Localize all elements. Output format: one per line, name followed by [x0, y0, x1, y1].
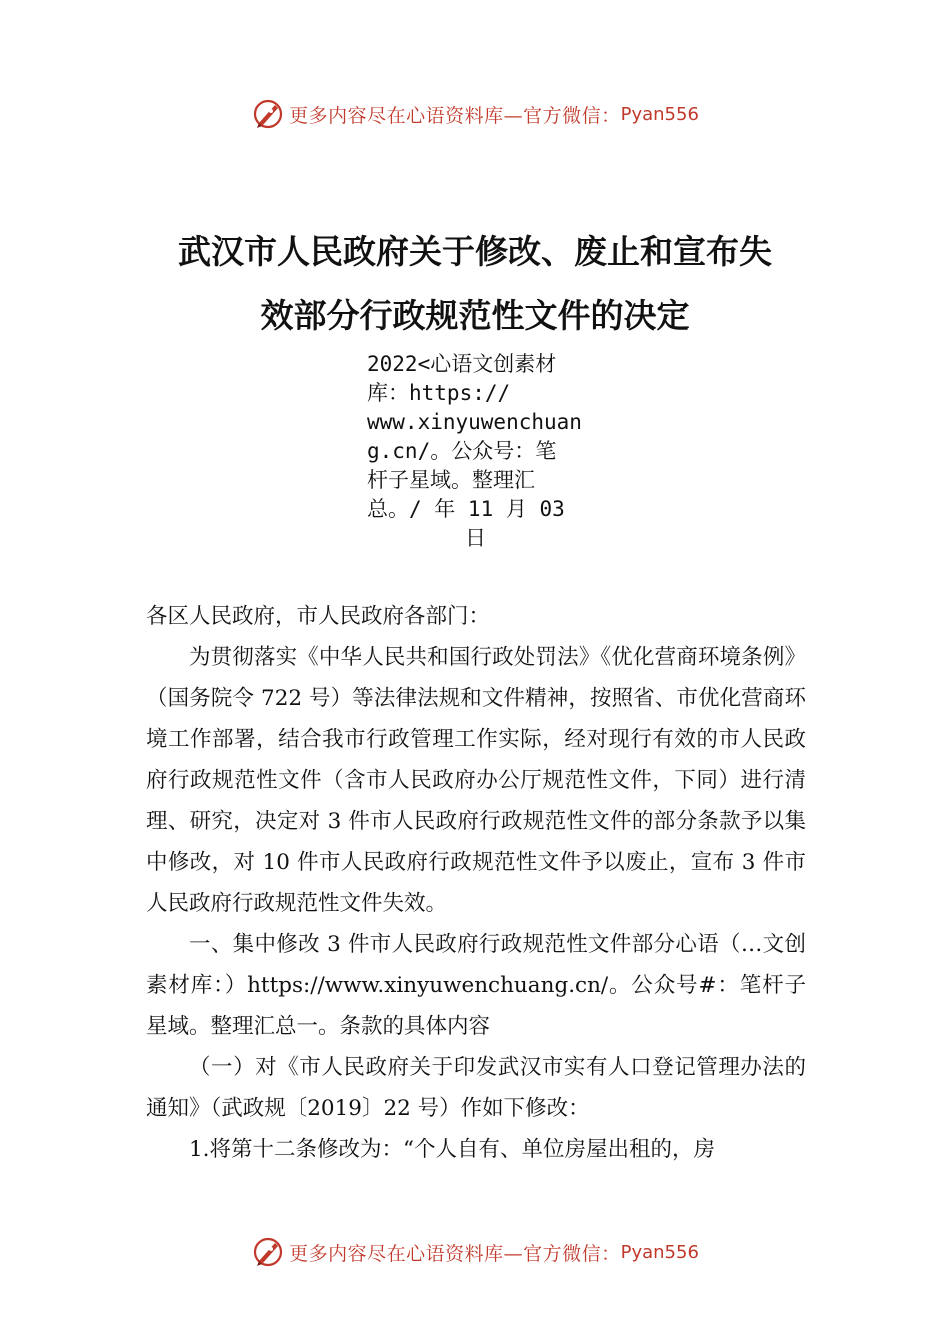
document-body [146, 596, 806, 1170]
body-paragraph: 1.将第十二条修改为：“个人自有、单位房屋出租的，房 [189, 1137, 716, 1162]
footer-watermark-banner [0, 1232, 950, 1272]
banner-contact: Pyan556 [620, 103, 699, 125]
meta-line: 总。/ 年 11 月 03 [367, 497, 565, 521]
salutation: 各区人民政府，市人民政府各部门： [146, 604, 491, 629]
document-meta-block [367, 350, 585, 553]
meta-line: 日 [465, 526, 486, 550]
pen-logo-icon [251, 1235, 285, 1269]
body-paragraph: 一、集中修改 3 件市人民政府行政规范性文件部分心语（…文创素材库：）https://www.xinyuwenchuang.cn/。公众号#：笔杆子星域。整理汇总一。条款的具体内容 [146, 932, 806, 1039]
pen-logo-icon [251, 97, 285, 131]
banner-contact: Pyan556 [620, 1241, 699, 1263]
header-watermark-banner [0, 94, 950, 134]
body-paragraph: 为贯彻落实《中华人民共和国行政处罚法》《优化营商环境条例》（国务院令 722 号）等法律法规和文件精神，按照省、市优化营商环境工作部署，结合我市行政管理工作实际，经对现行有效的市人民政府行政规范性文件（含市人民政府办公厅规范性文件，下同）进行清理、研究，决定对 3 件市人民政府行政规范性文件的部分条款予以集中修改，对 10 件市人民政府行政规范性文件予以废止，宣布 3 件市人民政府行政规范性文件失效。 [146, 645, 806, 916]
meta-line: 库：https:// [367, 381, 511, 405]
meta-line: g.cn/。公众号：笔 [367, 439, 557, 463]
banner-text: 更多内容尽在心语资料库—官方微信： [289, 104, 621, 127]
banner-text: 更多内容尽在心语资料库—官方微信： [289, 1242, 621, 1265]
meta-line: www.xinyuwenchuan [367, 410, 582, 434]
meta-line: 杆子星域。整理汇 [367, 468, 535, 492]
meta-line: 2022<心语文创素材 [367, 352, 557, 376]
document-title-line-2: 效部分行政规范性文件的决定 [260, 296, 690, 335]
document-title-line-1: 武汉市人民政府关于修改、废止和宣布失 [178, 232, 772, 271]
body-paragraph: （一）对《市人民政府关于印发武汉市实有人口登记管理办法的通知》（武政规〔2019〕22 号）作如下修改： [146, 1055, 806, 1121]
